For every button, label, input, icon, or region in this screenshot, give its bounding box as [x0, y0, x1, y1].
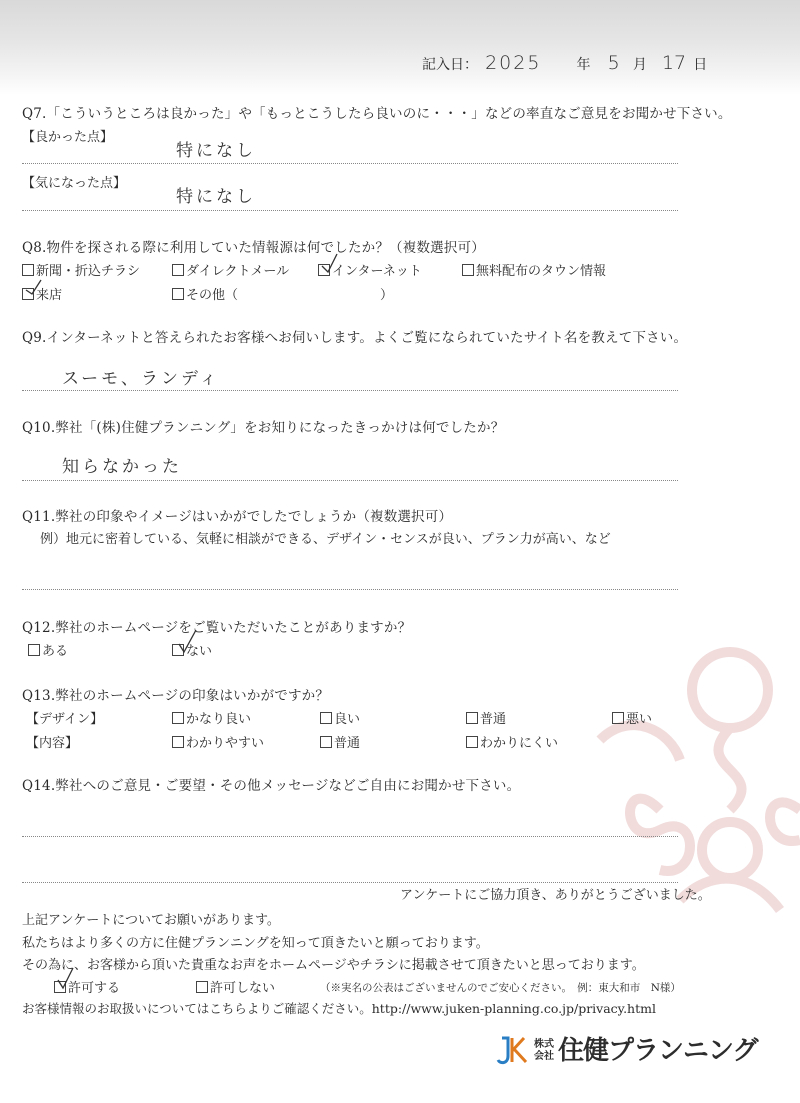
date-row — [422, 52, 707, 74]
option-label: かなり良い — [186, 712, 252, 727]
date-year: 2025 — [485, 52, 542, 74]
date-year-unit: 年 — [576, 57, 591, 73]
checkbox[interactable] — [28, 644, 40, 656]
q13-design-label: 【デザイン】 — [26, 712, 104, 727]
option-label: ない — [186, 644, 213, 659]
check-mark-icon — [56, 966, 76, 990]
option-label: ある — [42, 644, 69, 659]
q7-good-answer: 特になし — [176, 141, 256, 161]
deny-option[interactable] — [196, 977, 275, 996]
request-line-3: その為に、お客様から頂いた貴重なお声をホームページやチラシに掲載させて頂きたいと思っております。 — [22, 958, 645, 973]
q7-good-label: 【良かった点】 — [22, 130, 114, 145]
date-month-unit: 月 — [632, 57, 647, 73]
option-label: 無料配布のタウン情報 — [476, 264, 607, 279]
q14-line-1 — [22, 836, 678, 837]
checkbox[interactable] — [172, 736, 184, 748]
q10-answer: 知らなかった — [62, 457, 182, 477]
q13-content-label: 【内容】 — [26, 736, 79, 751]
privacy-link-text[interactable]: お客様情報のお取扱いについてはこちらよりご確認ください。http://www.juken-planning.co.jp/privacy.html — [22, 1001, 656, 1016]
q12-question: Q12.弊社のホームページをご覧いただいたことがありますか？ — [22, 620, 412, 636]
q8-option-direct-mail[interactable] — [172, 260, 289, 279]
q9-answer: スーモ、ランディ — [62, 369, 220, 389]
q11-question: Q11.弊社の印象やイメージはいかがでしたでしょうか（複数選択可） — [22, 509, 453, 525]
option-label: わかりやすい — [186, 736, 265, 751]
q13-design-option[interactable] — [466, 708, 506, 727]
checkbox[interactable] — [172, 288, 184, 300]
checkbox[interactable] — [320, 736, 332, 748]
scan-shadow — [0, 0, 800, 95]
q9-question: Q9.インターネットと答えられたお客様へお伺いします。よくご覧になられていたサイト名を教えて下さい。 — [22, 330, 688, 346]
check-mark-icon — [320, 252, 340, 274]
checkbox[interactable] — [466, 736, 478, 748]
q13-content-option[interactable] — [172, 732, 264, 751]
checkbox[interactable] — [466, 712, 478, 724]
checkbox[interactable] — [22, 264, 34, 276]
q9-line — [22, 390, 678, 391]
checkbox[interactable] — [172, 712, 184, 724]
jk-logo-icon — [496, 1034, 530, 1070]
q13-design-option[interactable] — [320, 708, 360, 727]
q8-option-town-info[interactable] — [462, 260, 606, 279]
option-label: インターネット — [332, 264, 422, 279]
q8-question: Q8.物件を探される際に利用していた情報源は何でしたか？（複数選択可） — [22, 240, 485, 256]
checkbox[interactable] — [320, 712, 332, 724]
date-day-unit: 日 — [693, 57, 708, 73]
q14-question: Q14.弊社へのご意見・ご要望・その他メッセージなどご自由にお聞かせ下さい。 — [22, 778, 521, 794]
q7-concern-line — [22, 210, 678, 211]
option-label: 許可しない — [210, 981, 276, 996]
checkbox[interactable] — [172, 264, 184, 276]
date-month: 5 — [607, 52, 620, 74]
logo-kaisha: 会社 — [534, 1051, 554, 1062]
q7-question: Q7.「こういうところは良かった」や「もっとこうしたら良いのに・・・」などの率直なご意見をお聞かせ下さい。 — [22, 106, 732, 122]
q11-line — [22, 589, 678, 590]
option-label: 来店 — [36, 288, 63, 303]
option-label: 普通 — [480, 712, 507, 727]
date-day: 17 — [661, 52, 687, 74]
q7-concern-label: 【気になった点】 — [22, 176, 127, 191]
option-label: 悪い — [626, 712, 653, 727]
check-mark-icon — [24, 278, 44, 298]
q13-content-option[interactable] — [466, 732, 558, 751]
option-label: その他（ — [186, 288, 239, 303]
q8-option-other[interactable] — [172, 284, 238, 303]
checkbox[interactable] — [196, 981, 208, 993]
q8-option-newspaper[interactable] — [22, 260, 140, 279]
request-line-2: 私たちはより多くの方に住健プランニングを知って頂きたいと願っております。 — [22, 936, 489, 951]
q13-design-option[interactable] — [612, 708, 652, 727]
request-line-1: 上記アンケートについてお願いがあります。 — [22, 913, 280, 928]
q13-design-option[interactable] — [172, 708, 251, 727]
check-mark-icon — [176, 628, 198, 654]
option-label: ダイレクトメール — [186, 264, 290, 279]
thanks-text: アンケートにご協力頂き、ありがとうございました。 — [400, 888, 711, 903]
option-label: 新聞・折込チラシ — [36, 264, 141, 279]
q12-option-yes[interactable] — [28, 640, 68, 659]
q14-line-2 — [22, 882, 678, 883]
option-label: 普通 — [334, 736, 361, 751]
checkbox[interactable] — [612, 712, 624, 724]
q10-line — [22, 480, 678, 481]
q13-question: Q13.弊社のホームページの印象はいかがですか？ — [22, 688, 330, 704]
logo-company-name: 住健プランニング — [558, 1036, 758, 1066]
q8-other-close: ） — [380, 288, 394, 303]
option-label: わかりにくい — [480, 736, 559, 751]
q10-question: Q10.弊社「(株)住健プランニング」をお知りになったきっかけは何でしたか？ — [22, 420, 505, 436]
date-label: 記入日： — [422, 57, 478, 73]
checkbox[interactable] — [462, 264, 474, 276]
privacy-note: （※実名の公表はございませんのでご安心ください。 例：東大和市 N様） — [320, 982, 681, 994]
option-label: 許可する — [68, 981, 121, 996]
option-label: 良い — [334, 712, 361, 727]
logo-kabushiki: 株式 — [534, 1039, 554, 1050]
q13-content-option[interactable] — [320, 732, 360, 751]
q11-example: 例）地元に密着している、気軽に相談ができる、デザイン・センスが良い、プラン力が高い、など — [40, 532, 611, 547]
q7-concern-answer: 特になし — [176, 187, 256, 207]
q7-good-line — [22, 163, 678, 164]
